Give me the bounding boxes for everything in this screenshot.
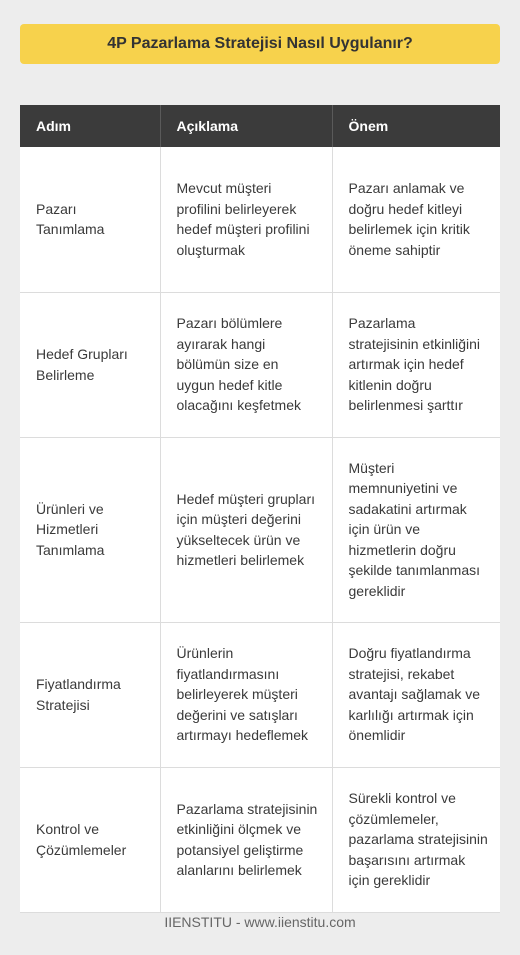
column-header-importance: Önem xyxy=(332,105,500,147)
table-row xyxy=(20,767,500,912)
cell-importance: Pazarı anlamak ve doğru hedef kitleyi belirlemek için kritik öneme sahiptir xyxy=(332,147,500,292)
table-header-row xyxy=(20,105,500,147)
column-header-step: Adım xyxy=(20,105,160,147)
cell-description: Mevcut müşteri profilini belirleyerek hedef müşteri profilini oluşturmak xyxy=(160,147,332,292)
column-header-description: Açıklama xyxy=(160,105,332,147)
cell-description: Ürünlerin fiyatlandırmasını belirleyerek müşteri değerini ve satışları artırmayı hedeflemek xyxy=(160,622,332,767)
table-row xyxy=(20,622,500,767)
cell-step: Ürünleri ve Hizmetleri Tanımlama xyxy=(20,437,160,622)
table-row xyxy=(20,437,500,622)
title-banner xyxy=(20,24,500,64)
cell-step: Hedef Grupları Belirleme xyxy=(20,292,160,437)
table-row xyxy=(20,147,500,292)
cell-step: Kontrol ve Çözümlemeler xyxy=(20,767,160,912)
table-row xyxy=(20,292,500,437)
strategy-table-container xyxy=(20,105,500,913)
cell-description: Pazarlama stratejisinin etkinliğini ölçmek ve potansiyel geliştirme alanlarını belirlemek xyxy=(160,767,332,912)
cell-importance: Pazarlama stratejisinin etkinliğini artırmak için hedef kitlenin doğru belirlenmesi şarttır xyxy=(332,292,500,437)
cell-importance: Doğru fiyatlandırma stratejisi, rekabet avantajı sağlamak ve karlılığı artırmak için önemlidir xyxy=(332,622,500,767)
cell-importance: Müşteri memnuniyetini ve sadakatini artırmak için ürün ve hizmetlerin doğru şekilde tanımlanması gereklidir xyxy=(332,437,500,622)
cell-step: Pazarı Tanımlama xyxy=(20,147,160,292)
cell-step: Fiyatlandırma Stratejisi xyxy=(20,622,160,767)
page-title: 4P Pazarlama Stratejisi Nasıl Uygulanır? xyxy=(107,35,413,52)
cell-description: Hedef müşteri grupları için müşteri değerini yükseltecek ürün ve hizmetleri belirlemek xyxy=(160,437,332,622)
strategy-table xyxy=(20,105,500,913)
cell-description: Pazarı bölümlere ayırarak hangi bölümün size en uygun hedef kitle olacağını keşfetmek xyxy=(160,292,332,437)
cell-importance: Sürekli kontrol ve çözümlemeler, pazarlama stratejisinin başarısını artırmak için gereklidir xyxy=(332,767,500,912)
footer-credit: IIENSTITU - www.iienstitu.com xyxy=(164,914,356,930)
